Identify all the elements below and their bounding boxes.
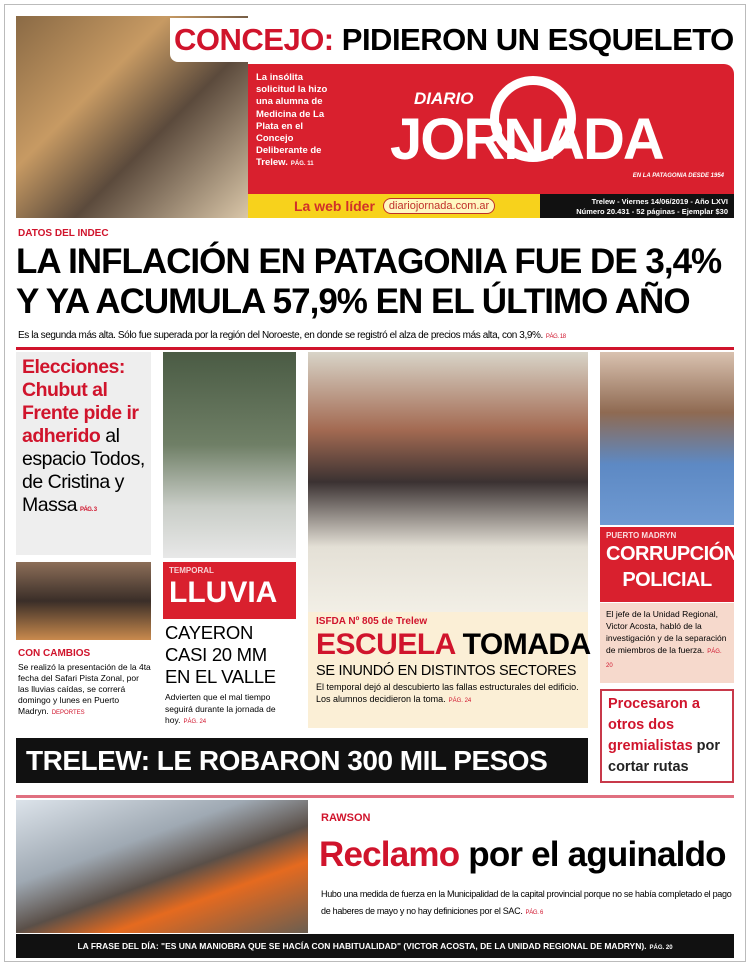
lluvia-headline[interactable]: CAYERON CASI 20 MM EN EL VALLE: [165, 622, 276, 687]
lluvia-photo[interactable]: [163, 352, 296, 558]
rawson-title[interactable]: Reclamo por el aguinaldo: [319, 835, 726, 874]
lluvia-box: TEMPORAL LLUVIA: [163, 562, 296, 619]
protesta-photo[interactable]: [16, 800, 308, 933]
web-strip: [248, 194, 540, 218]
safari-photo[interactable]: [16, 562, 151, 640]
rule-top: [16, 347, 734, 350]
top-headline-black: PIDIERON UN ESQUELETO: [341, 22, 734, 57]
top-headline[interactable]: [170, 18, 734, 62]
cambios-text[interactable]: Se realizó la presentación de la 4ta fecha del Safari Pista Zonal, por las lluvias caídas, se correrá domingo y lunes en Puerto Madryn. DEPORTES: [18, 662, 151, 716]
rule-bottom: [16, 795, 734, 798]
policia-photo[interactable]: [600, 352, 734, 525]
cambios-kicker: CON CAMBIOS: [18, 648, 91, 659]
frase-del-dia[interactable]: LA FRASE DEL DÍA: "ES UNA MANIOBRA QUE SE HACÍA CON HABITUALIDAD" (VICTOR ACOSTA, DE LA UNIDAD REGIONAL DE MADRYN). PÁG. 20: [16, 934, 734, 958]
corrupcion-box[interactable]: PUERTO MADRYN CORRUPCIÓN POLICIAL: [600, 527, 734, 602]
lead-kicker: DATOS DEL INDEC: [18, 228, 109, 239]
logo-tagline: EN LA PATAGONIA DESDE 1954: [632, 173, 724, 179]
corrupcion-text: El jefe de la Unidad Regional, Victor Acosta, habló de la investigación y de la separación de miembros de la fuerza. PÁG. 20: [600, 603, 734, 683]
lluvia-text: Advierten que el mal tiempo seguirá durante la jornada de hoy. PÁG. 24: [165, 692, 276, 725]
edition-info: Trelew - Viernes 14/06/2019 - Año LXVI Número 20.431 - 52 páginas - Ejemplar $30: [540, 194, 734, 218]
logo-diario: DIARIO: [414, 89, 474, 108]
top-blurb[interactable]: La insólita solicitud la hizo una alumna de Medicina de La Plata en el Concejo Deliberante de Trelew. PÁG. 11: [256, 72, 328, 169]
lead-summary: Es la segunda más alta. Sólo fue superada por la región del Noroeste, en donde se registró el alza de precios más alta, con 3,9%. PÁG. 18: [18, 330, 566, 341]
logo-name: JORNADA: [390, 107, 663, 172]
escuela-title: ESCUELA TOMADA: [316, 628, 591, 661]
rawson-text: Hubo una medida de fuerza en la Municipalidad de la capital provincial porque no se había completado el pago de haberes de mayo y no hay definiciones por el SAC. PÁG. 6: [321, 889, 732, 916]
web-url[interactable]: diariojornada.com.ar: [383, 198, 495, 214]
escuela-box[interactable]: ISFDA Nº 805 de Trelew ESCUELA TOMADA SE INUNDÓ EN DISTINTOS SECTORES El temporal dejó al descubierto las fallas estructurales del edificio. Los alumnos decidieron la toma. PÁG. 24: [308, 612, 588, 728]
logo: [390, 72, 730, 190]
escuela-photo[interactable]: [308, 352, 588, 612]
elecciones-box[interactable]: Elecciones: Chubut al Frente pide ir adherido al espacio Todos, de Cristina y Massa PÁG. 3: [16, 352, 151, 555]
procesaron-box[interactable]: Procesaron a otros dos gremialistas por cortar rutas: [600, 689, 734, 783]
rawson-kicker: RAWSON: [321, 812, 371, 824]
web-label: La web líder: [294, 198, 375, 214]
trelew-headline[interactable]: TRELEW: LE ROBARON 300 MIL PESOS: [16, 738, 588, 783]
top-headline-red: CONCEJO:: [174, 22, 334, 57]
lead-headline[interactable]: LA INFLACIÓN EN PATAGONIA FUE DE 3,4% Y YA ACUMULA 57,9% EN EL ÚLTIMO AÑO: [16, 242, 722, 321]
